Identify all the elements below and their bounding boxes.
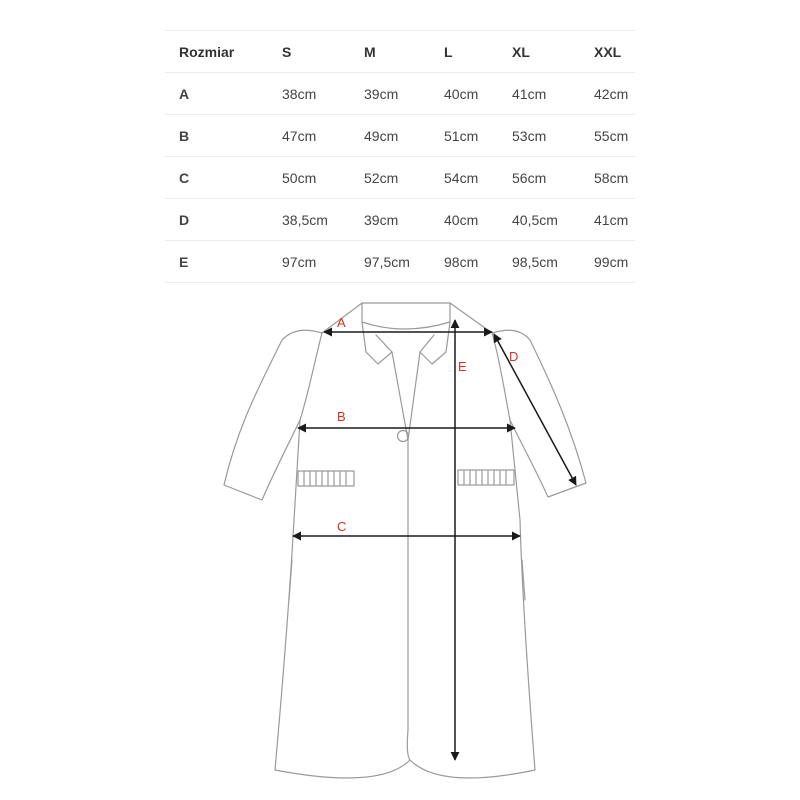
size-table bbox=[165, 30, 635, 283]
row-label: C bbox=[165, 157, 282, 199]
measure-label-c: C bbox=[337, 519, 347, 534]
right-lapel-notch bbox=[420, 335, 434, 352]
header-size: Rozmiar bbox=[165, 31, 282, 73]
right-lapel-outline bbox=[408, 322, 450, 440]
header-m: M bbox=[364, 31, 444, 73]
table-cell: 38,5cm bbox=[282, 199, 364, 241]
table-cell: 97cm bbox=[282, 241, 364, 283]
coat-body-outline bbox=[275, 303, 535, 778]
row-label: A bbox=[165, 73, 282, 115]
table-cell: 58cm bbox=[594, 157, 635, 199]
table-cell: 40cm bbox=[444, 73, 512, 115]
table-cell: 51cm bbox=[444, 115, 512, 157]
row-label: B bbox=[165, 115, 282, 157]
row-label: D bbox=[165, 199, 282, 241]
table-row bbox=[165, 199, 635, 241]
table-cell: 40,5cm bbox=[512, 199, 594, 241]
table-cell: 49cm bbox=[364, 115, 444, 157]
size-table-header-row bbox=[165, 31, 635, 73]
garment-diagram bbox=[0, 290, 800, 800]
measure-label-a: A bbox=[337, 315, 346, 330]
table-cell: 98cm bbox=[444, 241, 512, 283]
table-cell: 41cm bbox=[512, 73, 594, 115]
left-sleeve-outline bbox=[224, 330, 322, 500]
left-lapel-notch bbox=[376, 335, 392, 352]
table-cell: 53cm bbox=[512, 115, 594, 157]
table-cell: 54cm bbox=[444, 157, 512, 199]
table-cell: 47cm bbox=[282, 115, 364, 157]
table-row bbox=[165, 115, 635, 157]
table-cell: 39cm bbox=[364, 199, 444, 241]
table-row bbox=[165, 73, 635, 115]
table-cell: 50cm bbox=[282, 157, 364, 199]
measure-line-d bbox=[494, 334, 576, 485]
table-cell: 39cm bbox=[364, 73, 444, 115]
table-cell: 98,5cm bbox=[512, 241, 594, 283]
table-row bbox=[165, 157, 635, 199]
right-pocket bbox=[458, 470, 514, 485]
row-label: E bbox=[165, 241, 282, 283]
left-side-seam bbox=[289, 560, 292, 600]
table-cell: 42cm bbox=[594, 73, 635, 115]
collar-outline bbox=[362, 303, 450, 329]
table-cell: 41cm bbox=[594, 199, 635, 241]
table-cell: 99cm bbox=[594, 241, 635, 283]
table-row bbox=[165, 241, 635, 283]
table-cell: 52cm bbox=[364, 157, 444, 199]
header-l: L bbox=[444, 31, 512, 73]
front-opening-line bbox=[407, 440, 410, 760]
table-cell: 97,5cm bbox=[364, 241, 444, 283]
left-lapel-outline bbox=[362, 322, 408, 440]
measure-label-e: E bbox=[458, 359, 467, 374]
left-pocket bbox=[298, 471, 354, 486]
measure-label-d: D bbox=[509, 349, 519, 364]
table-cell: 55cm bbox=[594, 115, 635, 157]
header-xxl: XXL bbox=[594, 31, 635, 73]
table-cell: 56cm bbox=[512, 157, 594, 199]
measure-label-b: B bbox=[337, 409, 346, 424]
header-xl: XL bbox=[512, 31, 594, 73]
header-s: S bbox=[282, 31, 364, 73]
table-cell: 40cm bbox=[444, 199, 512, 241]
table-cell: 38cm bbox=[282, 73, 364, 115]
